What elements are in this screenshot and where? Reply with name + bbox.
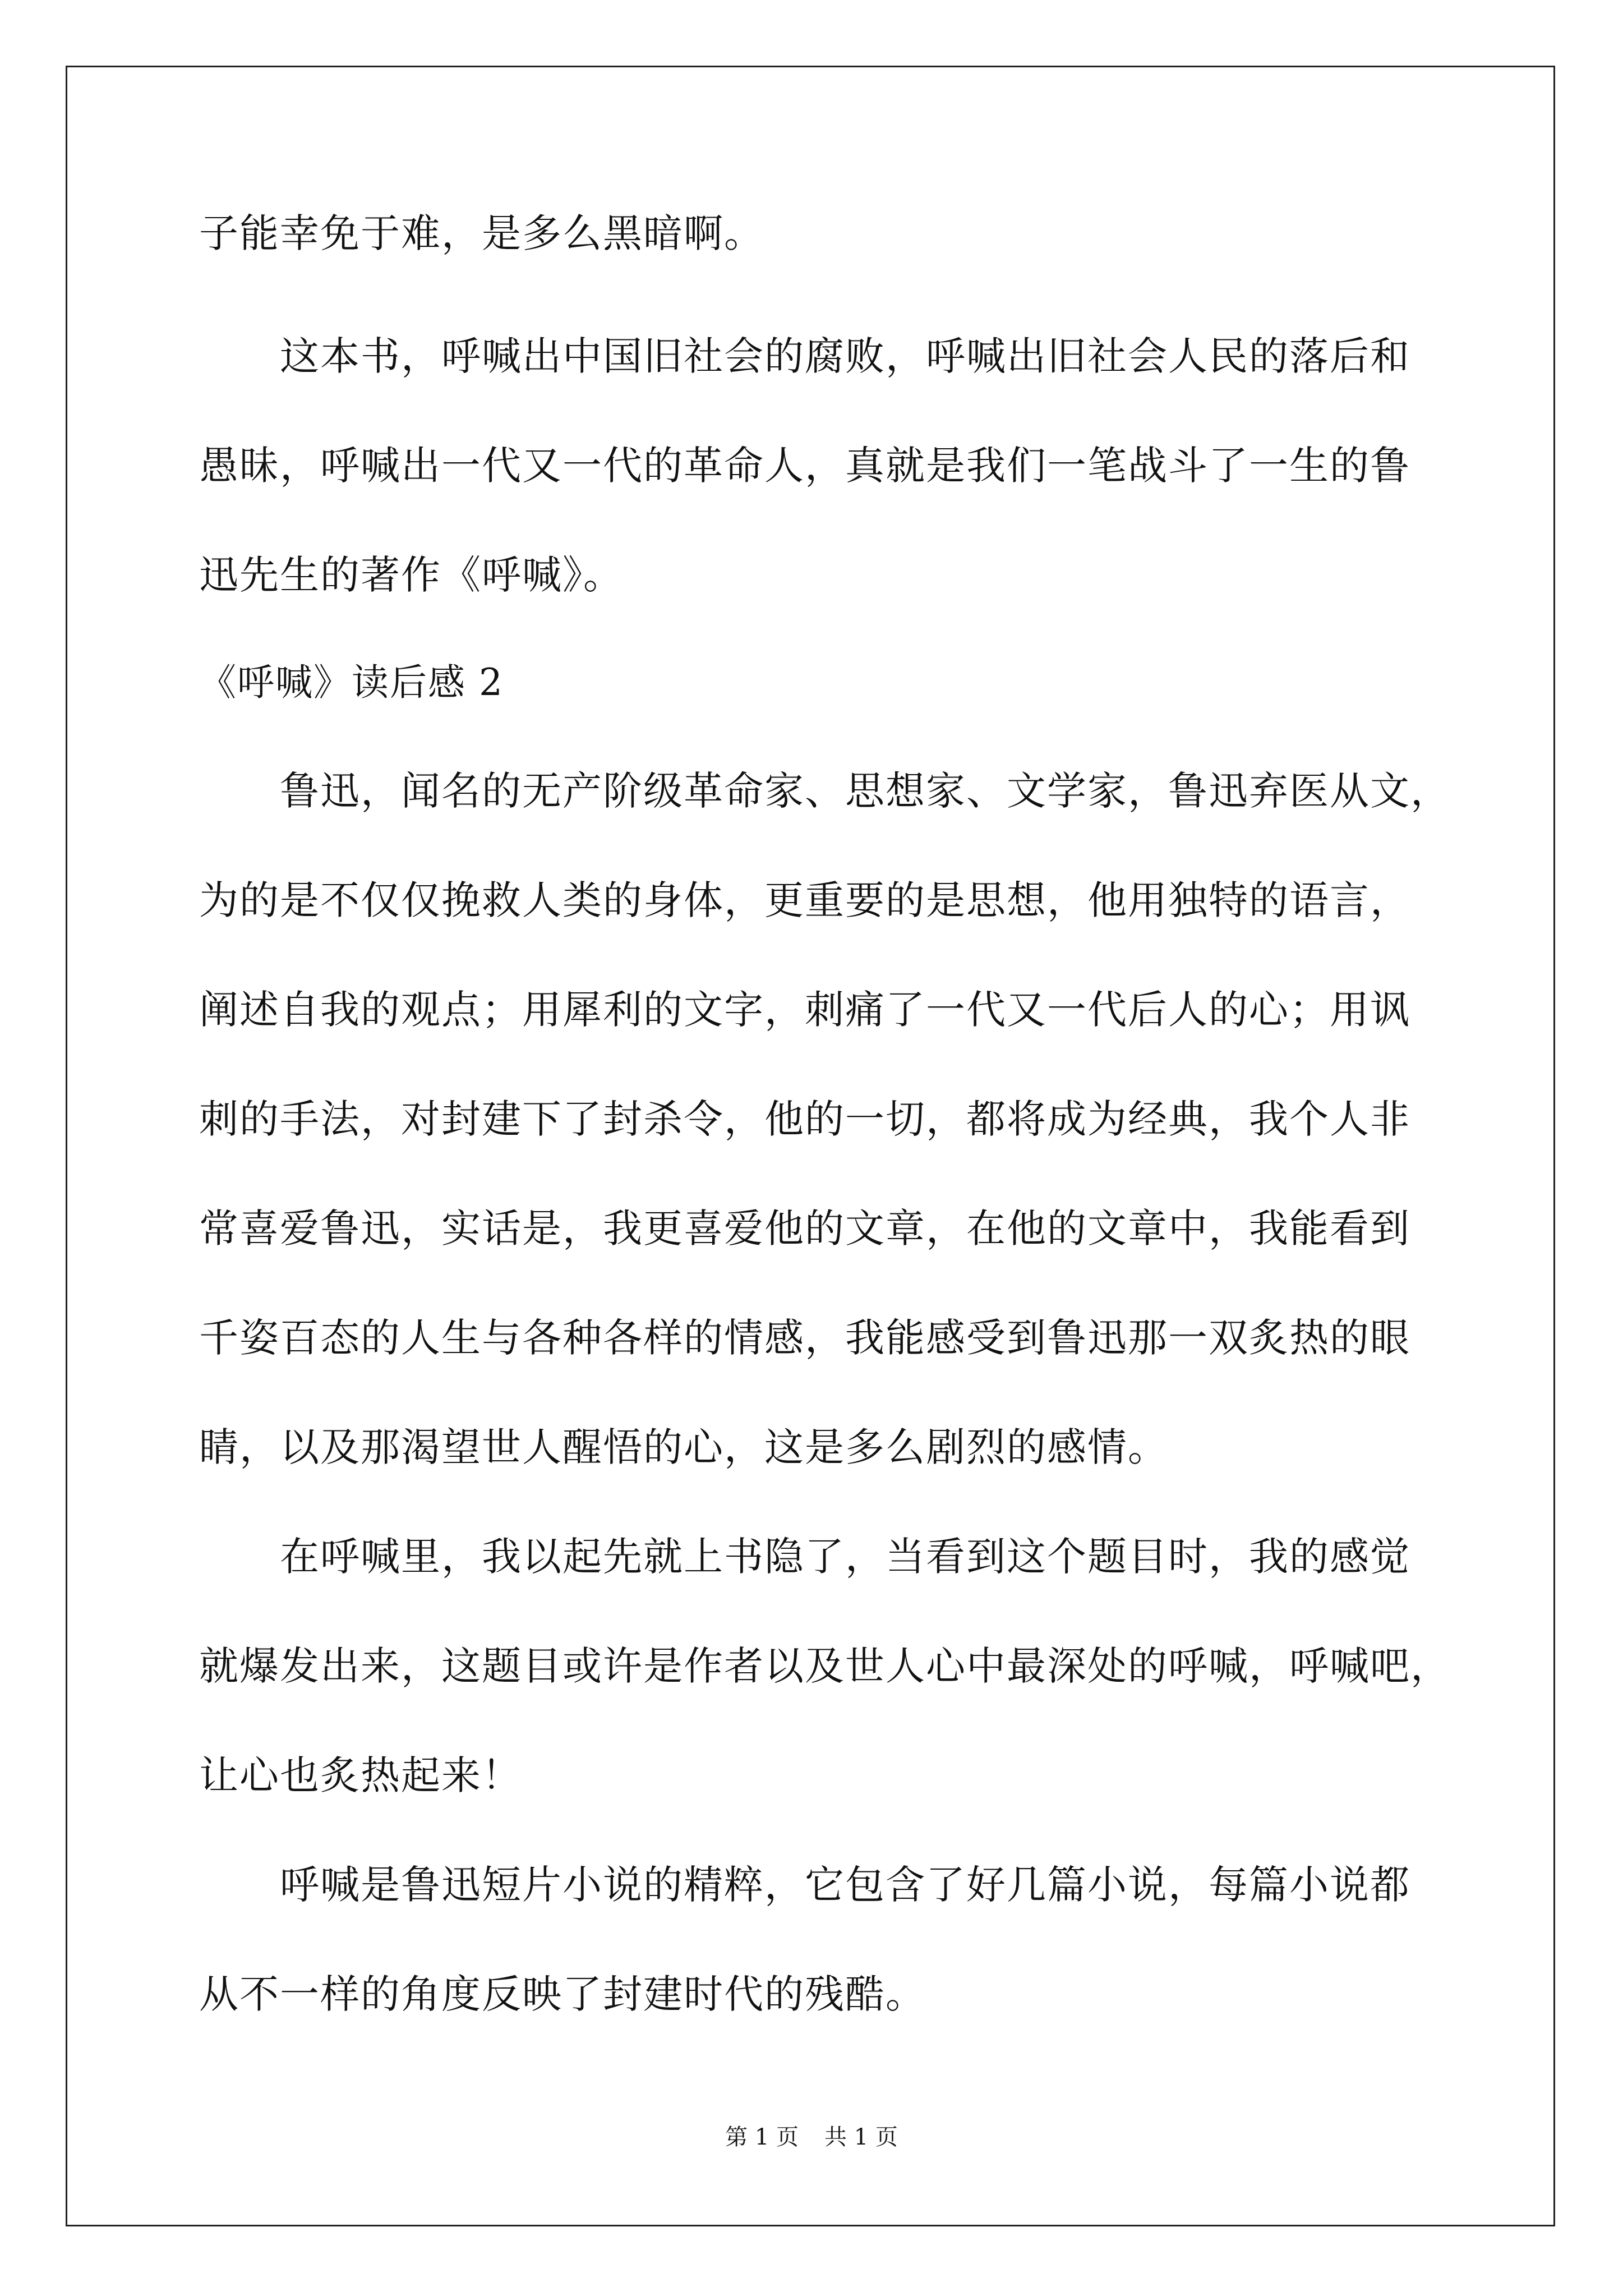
text-line: 阐述自我的观点；用犀利的文字，刺痛了一代又一代后人的心；用讽 [199, 987, 1410, 1033]
text-line: 这本书，呼喊出中国旧社会的腐败，呼喊出旧社会人民的落后和 [199, 333, 1410, 379]
text-line: 子能幸免于难，是多么黑暗啊。 [199, 210, 764, 256]
text-line: 为的是不仅仅挽救人类的身体，更重要的是思想，他用独特的语言， [199, 877, 1410, 923]
text-line: 在呼喊里，我以起先就上书隐了，当看到这个题目时，我的感觉 [199, 1534, 1410, 1580]
text-line: 从不一样的角度反映了封建时代的残酷。 [199, 1971, 926, 2017]
text-line: 睛，以及那渴望世人醒悟的心，这是多么剧烈的感情。 [199, 1424, 1168, 1470]
text-line: 鲁迅，闻名的无产阶级革命家、思想家、文学家，鲁迅弃医从文， [199, 768, 1451, 814]
text-line: 常喜爱鲁迅，实话是，我更喜爱他的文章，在他的文章中，我能看到 [199, 1205, 1410, 1251]
section-heading: 《呼喊》读后感 2 [199, 661, 504, 704]
page-number-total: 共 1 页 [824, 2124, 898, 2150]
text-line: 愚昧，呼喊出一代又一代的革命人，真就是我们一笔战斗了一生的鲁 [199, 443, 1410, 489]
text-line: 呼喊是鲁迅短片小说的精粹，它包含了好几篇小说，每篇小说都 [199, 1862, 1410, 1908]
page-footer [0, 2123, 1623, 2151]
text-line: 就爆发出来，这题目或许是作者以及世人心中最深处的呼喊，呼喊吧， [199, 1643, 1451, 1689]
text-line: 千姿百态的人生与各种各样的情感，我能感受到鲁迅那一双炙热的眼 [199, 1315, 1410, 1361]
text-line: 刺的手法，对封建下了封杀令，他的一切，都将成为经典，我个人非 [199, 1096, 1410, 1142]
text-line: 迅先生的著作《呼喊》。 [199, 552, 624, 598]
text-line: 让心也炙热起来！ [199, 1752, 522, 1798]
page-number-current: 第 1 页 [725, 2124, 799, 2150]
